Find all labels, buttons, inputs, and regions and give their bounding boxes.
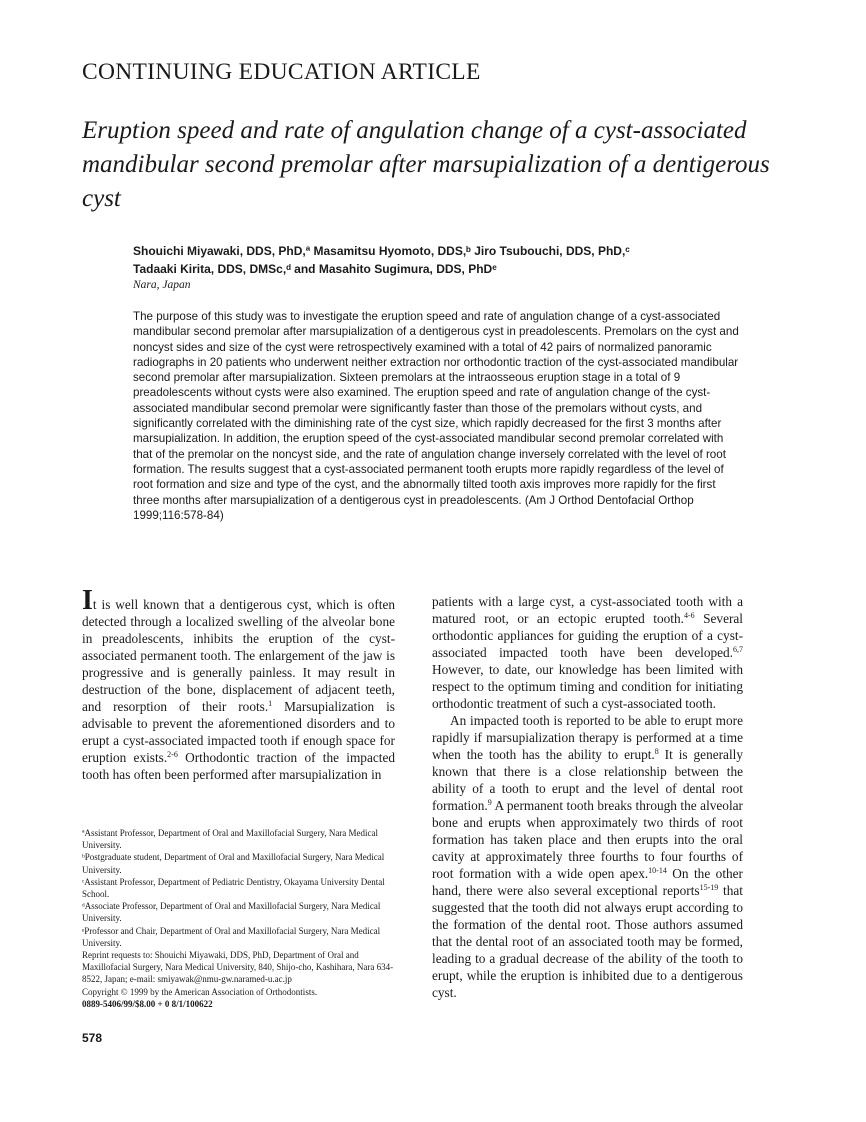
footnote: ᶜAssistant Professor, Department of Pediatric Dentistry, Okayama University Dental School.	[82, 876, 385, 900]
article-title: Eruption speed and rate of angulation change of a cyst-associated mandibular second premolar after marsupialization of a dentigerous cyst	[82, 117, 770, 212]
body-text: It is generally known that there is a close relationship between the ability of a tooth to erupt and the level of dental root formation.	[432, 747, 743, 813]
citation-ref: 1	[268, 699, 273, 708]
body-paragraph	[82, 585, 395, 783]
body-text: that suggested that the tooth did not always erupt according to the formation of the dental root. Those authors assumed that the dental root of an associated tooth may be formed, leading to a gradual decrease of the ability of the tooth to erupt, while the eruption is inhibited due to a dentigerous cyst.	[432, 883, 743, 1000]
footnotes	[82, 827, 398, 1010]
body-paragraph	[432, 712, 743, 1001]
citation-ref: 9	[487, 798, 492, 807]
body-column-right	[432, 593, 743, 1001]
body-column-left	[82, 585, 395, 783]
reprint-request: Reprint requests to: Shouichi Miyawaki, DDS, PhD, Department of Oral and Maxillofacial Surgery, Nara Medical University, 840, Shijo-cho, Kashihara, Nara 634-8522, Japan; e-mail: smiyawak@nmu-gw.naramed-u.ac.jp	[82, 950, 394, 985]
citation-ref: 15-19	[699, 883, 719, 892]
body-text: However, to date, our knowledge has been limited with respect to the optimum timing and condition for initiating orthodontic treatment of such a cyst-associated tooth.	[432, 662, 743, 711]
citation-ref: 2-6	[167, 750, 178, 759]
citation-ref: 4-6	[683, 611, 695, 620]
footnote: ᵈAssociate Professor, Department of Oral and Maxillofacial Surgery, Nara Medical University.	[82, 901, 381, 924]
copyright: Copyright © 1999 by the American Association of Orthodontists.	[82, 986, 318, 997]
body-text: Orthodontic traction of the impacted tooth has often been performed after marsupialization in	[82, 750, 395, 782]
body-text: t is well known that a dentigerous cyst, which is often detected through a localized swelling of the alveolar bone in preadolescents, inhibits the eruption of the cyst-associated permanent tooth. The enlargement of the jaw is progressive and is generally painless. It may result in destruction of the bone, displacement of adjacent teeth, and resorption of their roots.	[82, 597, 395, 714]
authors-line-1: Shouichi Miyawaki, DDS, PhD,ª Masamitsu Hyomoto, DDS,ᵇ Jiro Tsubouchi, DDS, PhD,ᶜ	[133, 244, 630, 258]
footnote: ᵉProfessor and Chair, Department of Oral and Maxillofacial Surgery, Nara Medical University.	[82, 925, 381, 948]
author-list	[133, 242, 773, 278]
body-text: A permanent tooth breaks through the alveolar bone and erupts when approximately two thirds of root formation has taken place and then erupts into the oral cavity at approximately three fourths to four fourths of root formation with a wide open apex.	[432, 798, 743, 881]
body-text: patients with a large cyst, a cyst-associated tooth with a matured root, or an ectopic erupted tooth.	[432, 594, 743, 626]
authors-line-2: Tadaaki Kirita, DDS, DMSc,ᵈ and Masahito Sugimura, DDS, PhDᵉ	[133, 262, 497, 276]
citation-ref: 8	[654, 747, 659, 756]
citation-ref: 6,7	[733, 645, 743, 654]
abstract: The purpose of this study was to investigate the eruption speed and rate of angulation change of a cyst-associated mandibular second premolar after marsupialization of a dentigerous cyst in preadolescents. Premolars on the cyst and noncyst sides and size of the cyst were retrospectively examined with a total of 42 pairs of normalized panoramic radiographs in 20 patients who underwent neither extraction nor orthodontic traction of the cyst-associated mandibular second premolar after marsupialization. Sixteen premolars at the intraosseous eruption stage in a total of 9 preadolescents without cysts were also examined. The eruption speed and rate of angulation change of the cyst-associated mandibular second premolar were significantly faster than those of the premolars without cysts, and significantly correlated with the diminishing rate of the cyst size, which rapidly decreased for the first 3 months after marsupialization. In addition, the eruption speed of the cyst-associated mandibular second premolar correlated with that of the premolar on the noncyst side, and the rate of angulation change inversely correlated with the level of root formation. The results suggest that a cyst-associated permanent tooth erupts more rapidly regardless of the level of root formation and size and type of the cyst, and the abnormally tilted tooth axis improves more rapidly for the first three months after marsupialization of a dentigerous cyst in preadolescents. (Am J Orthod Dentofacial Orthop 1999;116:578-84)	[133, 310, 739, 522]
body-text: Marsupialization is advisable to prevent the aforementioned disorders and to erupt a cyst-associated impacted tooth if enough space for eruption exists.	[82, 699, 395, 765]
author-location: Nara, Japan	[133, 279, 191, 291]
article-code: 0889-5406/99/$8.00 + 0 8/1/100622	[82, 998, 213, 1009]
drop-cap: I	[82, 585, 93, 616]
section-heading: CONTINUING EDUCATION ARTICLE	[82, 59, 481, 85]
footnote: ᵇPostgraduate student, Department of Oral and Maxillofacial Surgery, Nara Medical University.	[82, 852, 385, 875]
page-number: 578	[82, 1031, 103, 1045]
footnote: ªAssistant Professor, Department of Oral and Maxillofacial Surgery, Nara Medical University.	[82, 828, 379, 851]
body-text: On the other hand, there were also several exceptional reports	[432, 866, 743, 898]
body-text: An impacted tooth is reported to be able to erupt more rapidly if marsupialization therapy is performed at a time when the tooth has the ability to erupt.	[432, 713, 743, 762]
citation-ref: 10-14	[648, 866, 667, 875]
body-text: Several orthodontic appliances for guiding the eruption of a cyst-associated impacted tooth have been developed.	[432, 611, 743, 660]
body-paragraph	[432, 593, 743, 712]
